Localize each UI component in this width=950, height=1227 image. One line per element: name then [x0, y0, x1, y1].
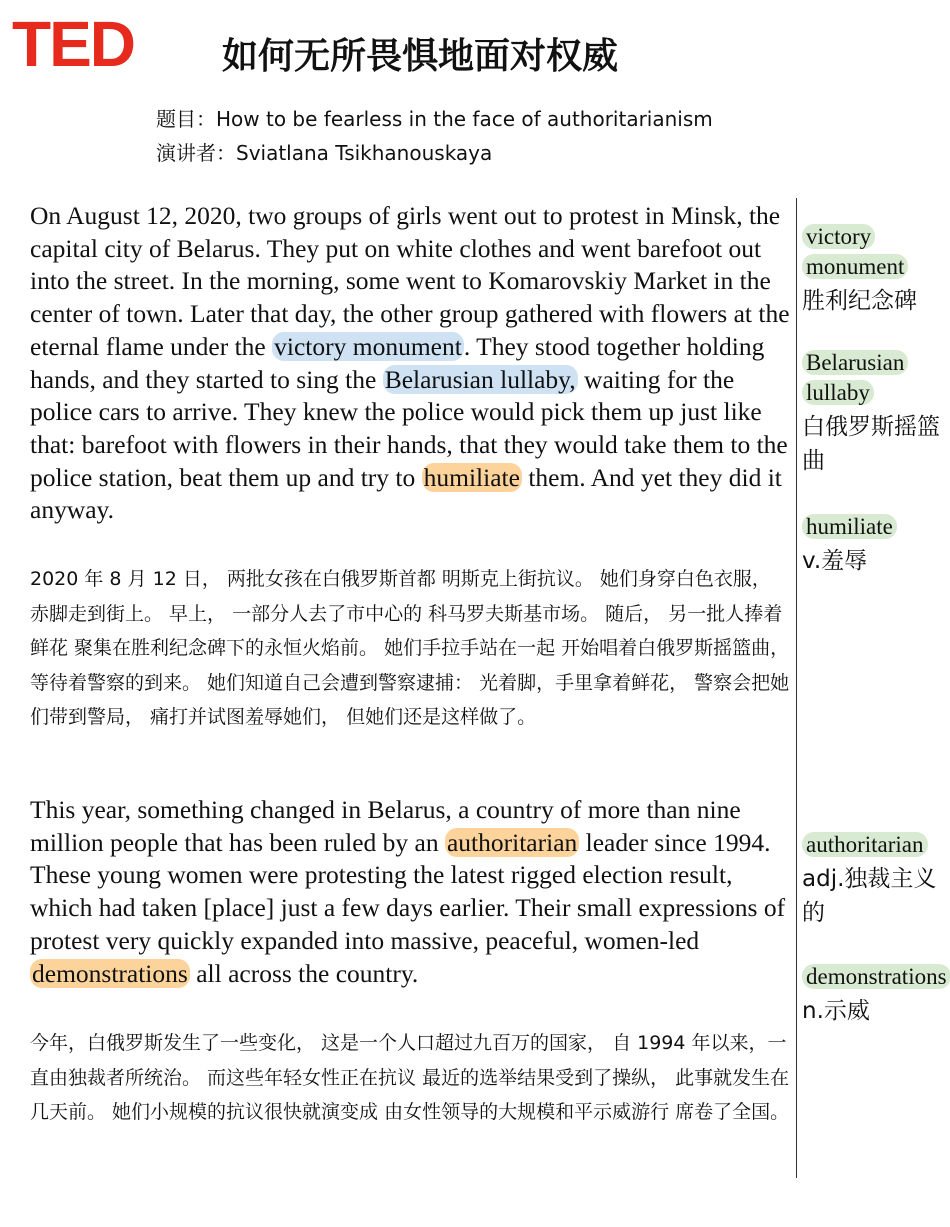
- text-run: leader since 1994. These young women were protesting the latest rigged election result, which had taken [place] just a few days earlier. Their small expressions of protest very quickly expanded into massive, peaceful, women-led: [30, 827, 786, 955]
- vocab-term: authoritarian: [802, 832, 928, 857]
- vocab-note-humiliate: [802, 512, 950, 578]
- highlight-belarusian-lullaby: Belarusian lullaby,: [384, 364, 576, 394]
- text-run: waiting for the police cars to arrive. They knew the police would pick them up just like that: barefoot with flowers in their hands, that they would take them to the police station, beat them up and try to: [30, 364, 788, 492]
- vocab-gloss: 胜利纪念碑: [802, 288, 917, 314]
- vocab-term: demonstrations: [802, 964, 950, 989]
- english-paragraph-1: [30, 200, 790, 527]
- ted-logo: TED: [12, 8, 134, 80]
- text-run: This year, something changed in Belarus, a country of more than nine million people that has been ruled by an: [30, 795, 741, 857]
- chinese-translation-1: 2020 年 8 月 12 日， 两批女孩在白俄罗斯首都 明斯克上街抗议。 她们身穿白色衣服， 赤脚走到街上。 早上， 一部分人去了市中心的 科马罗夫斯基市场。 随后， 另一批人捧着鲜花 聚集在胜利纪念碑下的永恒火焰前。 她们手拉手站在一起 开始唱着白俄罗斯摇篮曲， 等待着警察的到来。 她们知道自己会遭到警察逮捕： 光着脚，手里拿着鲜花， 警察会把她们带到警局， 痛打并试图羞辱她们， 但她们还是这样做了。: [30, 568, 790, 728]
- vocab-term: victory monument: [802, 224, 908, 279]
- vocab-gloss: 白俄罗斯摇篮曲: [802, 414, 940, 474]
- vocab-term-wrap: [802, 222, 932, 282]
- vocab-gloss: n.示威: [802, 998, 870, 1024]
- vocab-term: Belarusian lullaby: [802, 350, 908, 405]
- text-run: . They stood together holding hands, and they started to sing the: [30, 331, 765, 394]
- vocab-gloss: adj.独裁主义的: [802, 866, 937, 926]
- talk-topic: 题目：How to be fearless in the face of authoritarianism: [156, 107, 713, 131]
- text-run: them. And yet they did it anyway.: [30, 462, 782, 525]
- vocab-term: humiliate: [802, 514, 897, 539]
- vocab-note-authoritarian: [802, 830, 950, 930]
- text-run: On August 12, 2020, two groups of girls went out to protest in Minsk, the capital city of Belarus. They put on white clothes and went barefoot out into the street. In the morning, some went to Komarovskiy Market in the center of town. Later that day, the other group gathered with flowers at the eternal flame under the: [30, 201, 790, 361]
- vocab-note-victory-monument: [802, 222, 950, 318]
- text-run: all across the country.: [189, 958, 419, 988]
- highlight-authoritarian: authoritarian: [446, 827, 578, 857]
- chinese-translation-2: 今年，白俄罗斯发生了一些变化， 这是一个人口超过九百万的国家， 自 1994 年以来，一直由独裁者所统治。 而这些年轻女性正在抗议 最近的选举结果受到了操纵， 此事就发生在几天前。 她们小规模的抗议很快就演变成 由女性领导的大规模和平示威游行 席卷了全国。: [30, 1032, 790, 1123]
- talk-speaker: 演讲者：Sviatlana Tsikhanouskaya: [156, 141, 493, 165]
- highlight-humiliate: humiliate: [423, 462, 520, 492]
- english-paragraph-2: [30, 794, 790, 990]
- highlight-demonstrations: demonstrations: [32, 958, 188, 988]
- page-title: 如何无所畏惧地面对权威: [222, 36, 619, 77]
- vocab-term-wrap: [802, 962, 950, 992]
- margin-divider: [796, 198, 797, 1178]
- vocab-note-demonstrations: [802, 962, 950, 1028]
- vocab-term-wrap: [802, 830, 950, 860]
- vocab-gloss: v.羞辱: [802, 548, 868, 574]
- highlight-victory-monument: victory monument: [274, 331, 462, 361]
- vocab-note-belarusian-lullaby: [802, 348, 950, 478]
- vocab-term-wrap: [802, 348, 932, 408]
- vocab-term-wrap: [802, 512, 950, 542]
